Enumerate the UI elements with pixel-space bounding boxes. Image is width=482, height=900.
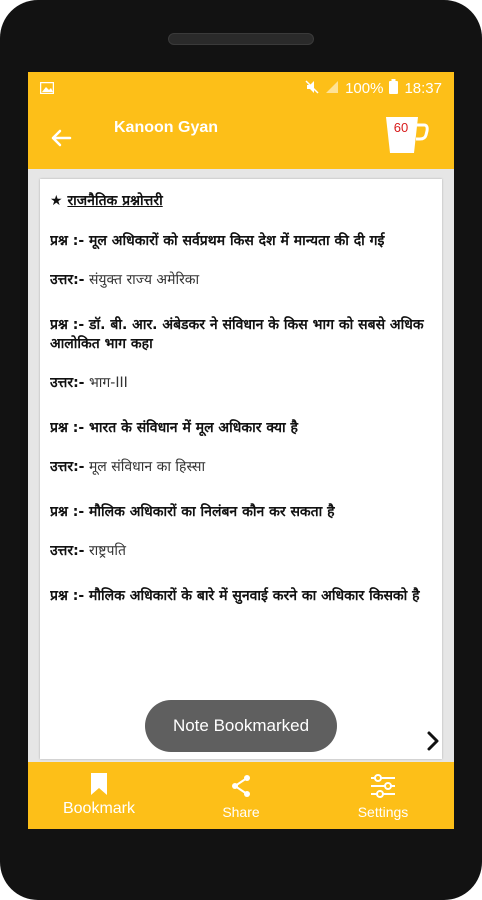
toast-message: Note Bookmarked: [145, 700, 337, 752]
nav-bookmark-label: Bookmark: [62, 800, 136, 817]
arrow-left-icon: [46, 123, 76, 153]
answer-text: [50, 542, 432, 561]
signal-icon: [325, 80, 339, 98]
answer-value: मूल संविधान का हिस्सा: [88, 459, 206, 475]
battery-icon: [389, 79, 398, 98]
status-bar: [28, 72, 454, 105]
next-page-button[interactable]: [422, 730, 444, 752]
section-heading: [50, 191, 432, 210]
qa-item: [50, 419, 432, 477]
nav-share-label: Share: [222, 804, 260, 820]
nav-settings-label: Settings: [357, 804, 409, 820]
mute-icon: [305, 80, 319, 98]
question-card: [40, 179, 442, 759]
sliders-icon: [369, 774, 397, 798]
qa-item: [50, 316, 432, 393]
section-heading-text: राजनैतिक प्रश्नोत्तरी: [67, 193, 163, 209]
answer-label: उत्तर:-: [50, 272, 85, 288]
nav-share[interactable]: [206, 762, 276, 829]
share-icon: [229, 774, 253, 798]
answer-label: उत्तर:-: [50, 543, 85, 559]
answer-label: उत्तर:-: [50, 375, 85, 391]
question-text: प्रश्न :- मौलिक अधिकारों के बारे में सुनवाई करने का अधिकार किसको है: [50, 588, 420, 604]
answer-value: राष्ट्रपति: [88, 543, 127, 559]
tea-cup-button[interactable]: [382, 115, 432, 157]
question-text: प्रश्न :- भारत के संविधान में मूल अधिकार क्या है: [50, 420, 298, 436]
answer-label: उत्तर:-: [50, 459, 85, 475]
clock: 18:37: [404, 80, 442, 97]
question-text: प्रश्न :- डॉ. बी. आर. अंबेडकर ने संविधान के किस भाग को सबसे अधिक आलोकित भाग कहा: [50, 317, 424, 352]
nav-settings[interactable]: [346, 762, 420, 829]
answer-text: [50, 271, 432, 290]
nav-bookmark[interactable]: [54, 762, 144, 829]
qa-item: [50, 503, 432, 561]
bottom-nav: [28, 762, 454, 829]
app-bar: [28, 105, 454, 169]
question-text: प्रश्न :- मूल अधिकारों को सर्वप्रथम किस देश में मान्यता की दी गई: [50, 233, 385, 249]
battery-percent: 100%: [345, 80, 384, 97]
qa-item: [50, 232, 432, 290]
answer-text: [50, 458, 432, 477]
answer-value: संयुक्त राज्य अमेरिका: [88, 272, 200, 288]
answer-text: [50, 374, 432, 393]
back-button[interactable]: [46, 123, 76, 153]
qa-item: [50, 587, 432, 606]
question-list: [50, 191, 432, 711]
question-text: प्रश्न :- मौलिक अधिकारों का निलंबन कौन कर सकता है: [50, 504, 335, 520]
cup-count: 60: [393, 120, 409, 135]
chevron-right-icon: [422, 730, 444, 752]
image-notification-icon: [40, 81, 54, 98]
bookmark-icon: [90, 772, 108, 796]
phone-speaker: [168, 33, 314, 45]
star-icon: ★: [50, 193, 63, 209]
app-title: Kanoon Gyan: [114, 119, 219, 136]
answer-value: भाग-III: [88, 375, 128, 391]
app-screen: [28, 72, 454, 829]
